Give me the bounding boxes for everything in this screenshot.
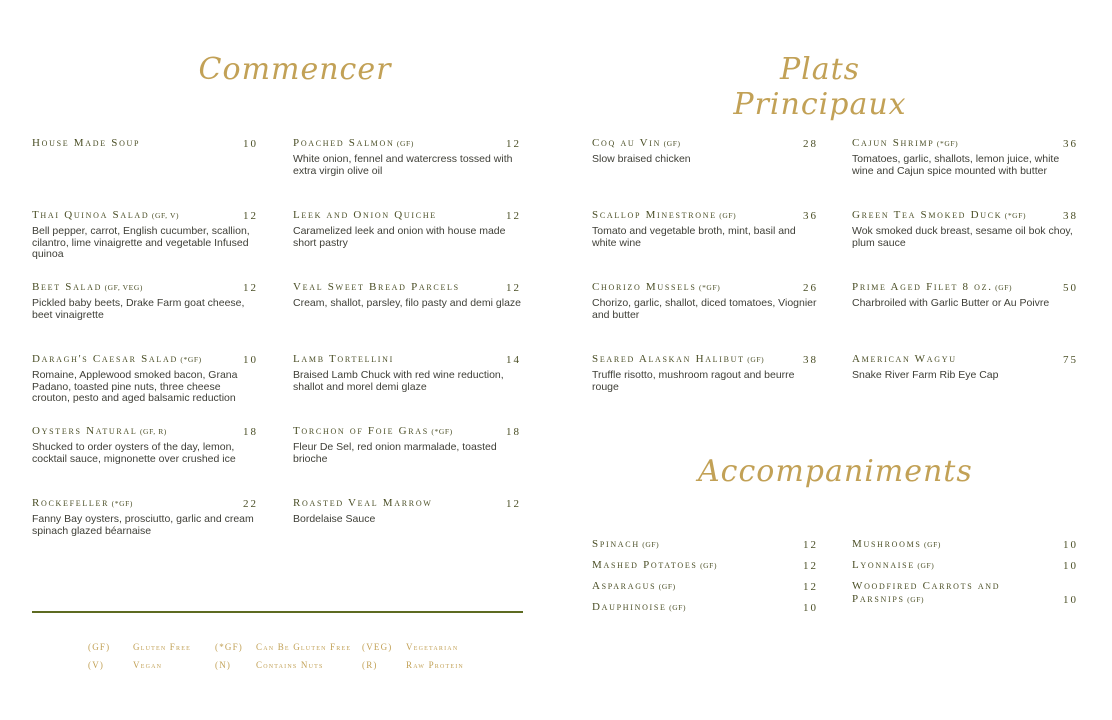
item-description: Caramelized leek and onion with house made short pastry — [293, 225, 506, 249]
menu-item — [592, 601, 818, 614]
item-name: Lamb Tortellini — [293, 353, 395, 365]
menu-item — [32, 281, 258, 353]
menu-item — [293, 497, 521, 569]
item-name: Lyonnaise (GF) — [852, 559, 935, 571]
dietary-legend — [88, 642, 496, 670]
menu-item — [32, 353, 258, 425]
item-price: 12 — [506, 138, 521, 150]
item-name: Green Tea Smoked Duck (*GF) — [852, 209, 1027, 221]
item-name: Thai Quinoa Salad (GF, V) — [32, 209, 180, 221]
item-price: 12 — [506, 210, 521, 222]
menu-item — [592, 137, 818, 209]
accompaniments-column-2 — [852, 538, 1078, 614]
item-description: Wok smoked duck breast, sesame oil bok choy, plum sauce — [852, 225, 1073, 249]
dietary-tag: (GF) — [921, 540, 942, 549]
menu-item — [852, 559, 1078, 572]
menu-item — [32, 425, 258, 497]
item-name: Scallop Minestrone (GF) — [592, 209, 737, 221]
item-price: 12 — [506, 282, 521, 294]
item-name: Daragh's Caesar Salad (*GF) — [32, 353, 202, 365]
item-name-row — [852, 580, 1078, 606]
dietary-tag: (GF) — [639, 540, 660, 549]
item-name: Oysters Natural (GF, R) — [32, 425, 167, 437]
menu-item — [592, 559, 818, 572]
item-price: 38 — [803, 354, 818, 366]
item-name-row — [293, 353, 521, 366]
item-price: 36 — [803, 210, 818, 222]
item-name-row — [852, 353, 1078, 366]
item-description: Bordelaise Sauce — [293, 513, 376, 525]
item-price: 12 — [243, 282, 258, 294]
menu-item — [852, 353, 1078, 425]
item-price: 12 — [803, 560, 818, 572]
item-description: Shucked to order oysters of the day, lemon, cocktail sauce, mignonette over crushed ice — [32, 441, 236, 465]
item-description: Snake River Farm Rib Eye Cap — [852, 369, 999, 381]
item-name-row — [293, 209, 521, 222]
dietary-tag: (GF, VEG) — [102, 283, 143, 292]
item-description: Charbroiled with Garlic Butter or Au Poivre — [852, 297, 1050, 309]
legend-label: Can Be Gluten Free — [256, 642, 352, 652]
menu-item — [852, 209, 1078, 281]
item-description: Fanny Bay oysters, prosciutto, garlic and cream spinach glazed béarnaise — [32, 513, 254, 537]
item-price: 38 — [1063, 210, 1078, 222]
menu-item — [32, 209, 258, 281]
item-description: Slow braised chicken — [592, 153, 691, 165]
item-name: Prime Aged Filet 8 oz. (GF) — [852, 281, 1013, 293]
mains-heading: Plats Principaux — [733, 52, 907, 122]
legend-code: (GF) — [88, 642, 111, 652]
item-description: Tomato and vegetable broth, mint, basil and white wine — [592, 225, 796, 249]
item-name: Seared Alaskan Halibut (GF) — [592, 353, 765, 365]
legend-label: Vegan — [133, 660, 163, 670]
item-description: White onion, fennel and watercress tossed with extra virgin olive oil — [293, 153, 513, 177]
item-name: Beet Salad (GF, VEG) — [32, 281, 143, 293]
menu-item — [592, 538, 818, 551]
item-price: 18 — [243, 426, 258, 438]
item-name-row — [592, 580, 818, 593]
item-name: Woodfired Carrots and Parsnips (GF) — [852, 580, 1001, 605]
dietary-tag: (GF) — [992, 283, 1013, 292]
item-name-row — [293, 137, 521, 150]
item-name: American Wagyu — [852, 353, 957, 365]
menu-item — [592, 281, 818, 353]
item-price: 10 — [1063, 539, 1078, 551]
item-name-row — [32, 209, 258, 222]
item-name: Veal Sweet Bread Parcels — [293, 281, 460, 293]
item-description: Fleur De Sel, red onion marmalade, toasted brioche — [293, 441, 497, 465]
item-name: Cajun Shrimp (*GF) — [852, 137, 959, 149]
legend-label: Gluten Free — [133, 642, 191, 652]
dietary-tag: (GF, R) — [137, 427, 167, 436]
menu-item — [852, 137, 1078, 209]
mains-column-2 — [852, 137, 1078, 425]
starters-column-2 — [293, 137, 521, 569]
dietary-tag: (GF) — [914, 561, 935, 570]
item-price: 14 — [506, 354, 521, 366]
dietary-tag: (GF) — [394, 139, 414, 148]
item-name: Coq au Vin (GF) — [592, 137, 681, 149]
item-price: 28 — [803, 138, 818, 150]
menu-item — [592, 209, 818, 281]
item-name: Spinach (GF) — [592, 538, 660, 550]
item-name: Leek and Onion Quiche — [293, 209, 437, 221]
item-price: 18 — [506, 426, 521, 438]
menu-item — [852, 538, 1078, 551]
legend-divider-line — [32, 611, 523, 613]
starters-column-1 — [32, 137, 258, 569]
item-name-row — [852, 137, 1078, 150]
item-price: 22 — [243, 498, 258, 510]
legend-code: (*GF) — [215, 642, 243, 652]
dietary-tag: (*GF) — [1002, 211, 1027, 220]
item-name-row — [852, 559, 1078, 572]
accompaniments-heading: Accompaniments — [698, 454, 973, 489]
dietary-tag: (GF) — [656, 582, 676, 591]
menu-item — [592, 580, 818, 593]
menu-item — [293, 425, 521, 497]
item-price: 12 — [506, 498, 521, 510]
dietary-tag: (GF) — [744, 355, 765, 364]
mains-column-1 — [592, 137, 818, 425]
item-name: Dauphinoise (GF) — [592, 601, 687, 613]
legend-code: (VEG) — [362, 642, 393, 652]
item-name: Torchon of Foie Gras (*GF) — [293, 425, 453, 437]
item-price: 12 — [803, 581, 818, 593]
item-name-row — [32, 497, 258, 510]
item-price: 36 — [1063, 138, 1078, 150]
dietary-tag: (GF) — [716, 211, 737, 220]
dietary-tag: (GF) — [661, 139, 681, 148]
item-name-row — [592, 209, 818, 222]
item-name-row — [852, 209, 1078, 222]
item-description: Romaine, Applewood smoked bacon, Grana Padano, toasted pine nuts, three cheese crouton, pesto and aged balsamic reduction — [32, 369, 238, 404]
item-price: 12 — [803, 539, 818, 551]
legend-code: (V) — [88, 660, 105, 670]
item-description: Tomatoes, garlic, shallots, lemon juice, white wine and Cajun spice mounted with butter — [852, 153, 1060, 177]
legend-code: (R) — [362, 660, 378, 670]
item-name: Asparagus (GF) — [592, 580, 676, 592]
dietary-tag: (*GF) — [109, 499, 133, 508]
item-price: 50 — [1063, 282, 1078, 294]
accompaniments-column-1 — [592, 538, 818, 622]
item-price: 26 — [803, 282, 818, 294]
item-name: Roasted Veal Marrow — [293, 497, 433, 509]
item-description: Truffle risotto, mushroom ragout and beurre rouge — [592, 369, 795, 393]
item-name: Rockefeller (*GF) — [32, 497, 133, 509]
menu-item — [293, 353, 521, 425]
item-name: House Made Soup — [32, 137, 141, 149]
item-price: 10 — [243, 354, 258, 366]
item-name-row — [293, 497, 521, 510]
item-description: Cream, shallot, parsley, filo pasty and demi glaze — [293, 297, 521, 309]
item-name: Poached Salmon (GF) — [293, 137, 414, 149]
menu-item — [32, 497, 258, 569]
item-name-row — [852, 281, 1078, 294]
item-description: Bell pepper, carrot, English cucumber, scallion, cilantro, lime vinaigrette and vegetable Infused quinoa — [32, 225, 250, 260]
item-name-row — [592, 559, 818, 572]
menu-item — [32, 137, 258, 209]
dietary-tag: (*GF) — [177, 355, 202, 364]
item-price: 10 — [803, 602, 818, 614]
menu-item — [293, 137, 521, 209]
item-price: 10 — [1063, 594, 1078, 606]
item-price: 75 — [1063, 354, 1078, 366]
item-name-row — [32, 353, 258, 366]
menu-item — [293, 209, 521, 281]
dietary-tag: (*GF) — [696, 283, 721, 292]
item-name-row — [592, 137, 818, 150]
item-description: Braised Lamb Chuck with red wine reduction, shallot and morel demi glaze — [293, 369, 504, 393]
menu-item — [293, 281, 521, 353]
item-price: 10 — [1063, 560, 1078, 572]
item-name-row — [32, 137, 258, 150]
legend-label: Raw Protein — [406, 660, 464, 670]
dietary-tag: (*GF) — [934, 139, 959, 148]
item-price: 10 — [243, 138, 258, 150]
item-name-row — [32, 281, 258, 294]
starters-heading: Commencer — [198, 52, 392, 87]
legend-code: (N) — [215, 660, 232, 670]
legend-label: Contains Nuts — [256, 660, 324, 670]
item-name-row — [592, 281, 818, 294]
dietary-tag: (GF, V) — [149, 211, 180, 220]
item-name-row — [852, 538, 1078, 551]
menu-item — [852, 281, 1078, 353]
dietary-tag: (GF) — [666, 603, 687, 612]
dietary-tag: (GF) — [697, 561, 718, 570]
item-price: 12 — [243, 210, 258, 222]
dietary-tag: (GF) — [904, 595, 925, 604]
menu-item — [592, 353, 818, 425]
item-name-row — [32, 425, 258, 438]
item-name: Chorizo Mussels (*GF) — [592, 281, 721, 293]
item-name-row — [592, 538, 818, 551]
item-name: Mashed Potatoes (GF) — [592, 559, 718, 571]
item-name-row — [293, 281, 521, 294]
item-description: Pickled baby beets, Drake Farm goat cheese, beet vinaigrette — [32, 297, 245, 321]
dietary-tag: (*GF) — [428, 427, 453, 436]
item-name-row — [293, 425, 521, 438]
item-description: Chorizo, garlic, shallot, diced tomatoes, Viognier and butter — [592, 297, 817, 321]
menu-item — [852, 580, 1078, 606]
item-name: Mushrooms (GF) — [852, 538, 942, 550]
legend-label: Vegetarian — [406, 642, 459, 652]
item-name-row — [592, 601, 818, 614]
item-name-row — [592, 353, 818, 366]
